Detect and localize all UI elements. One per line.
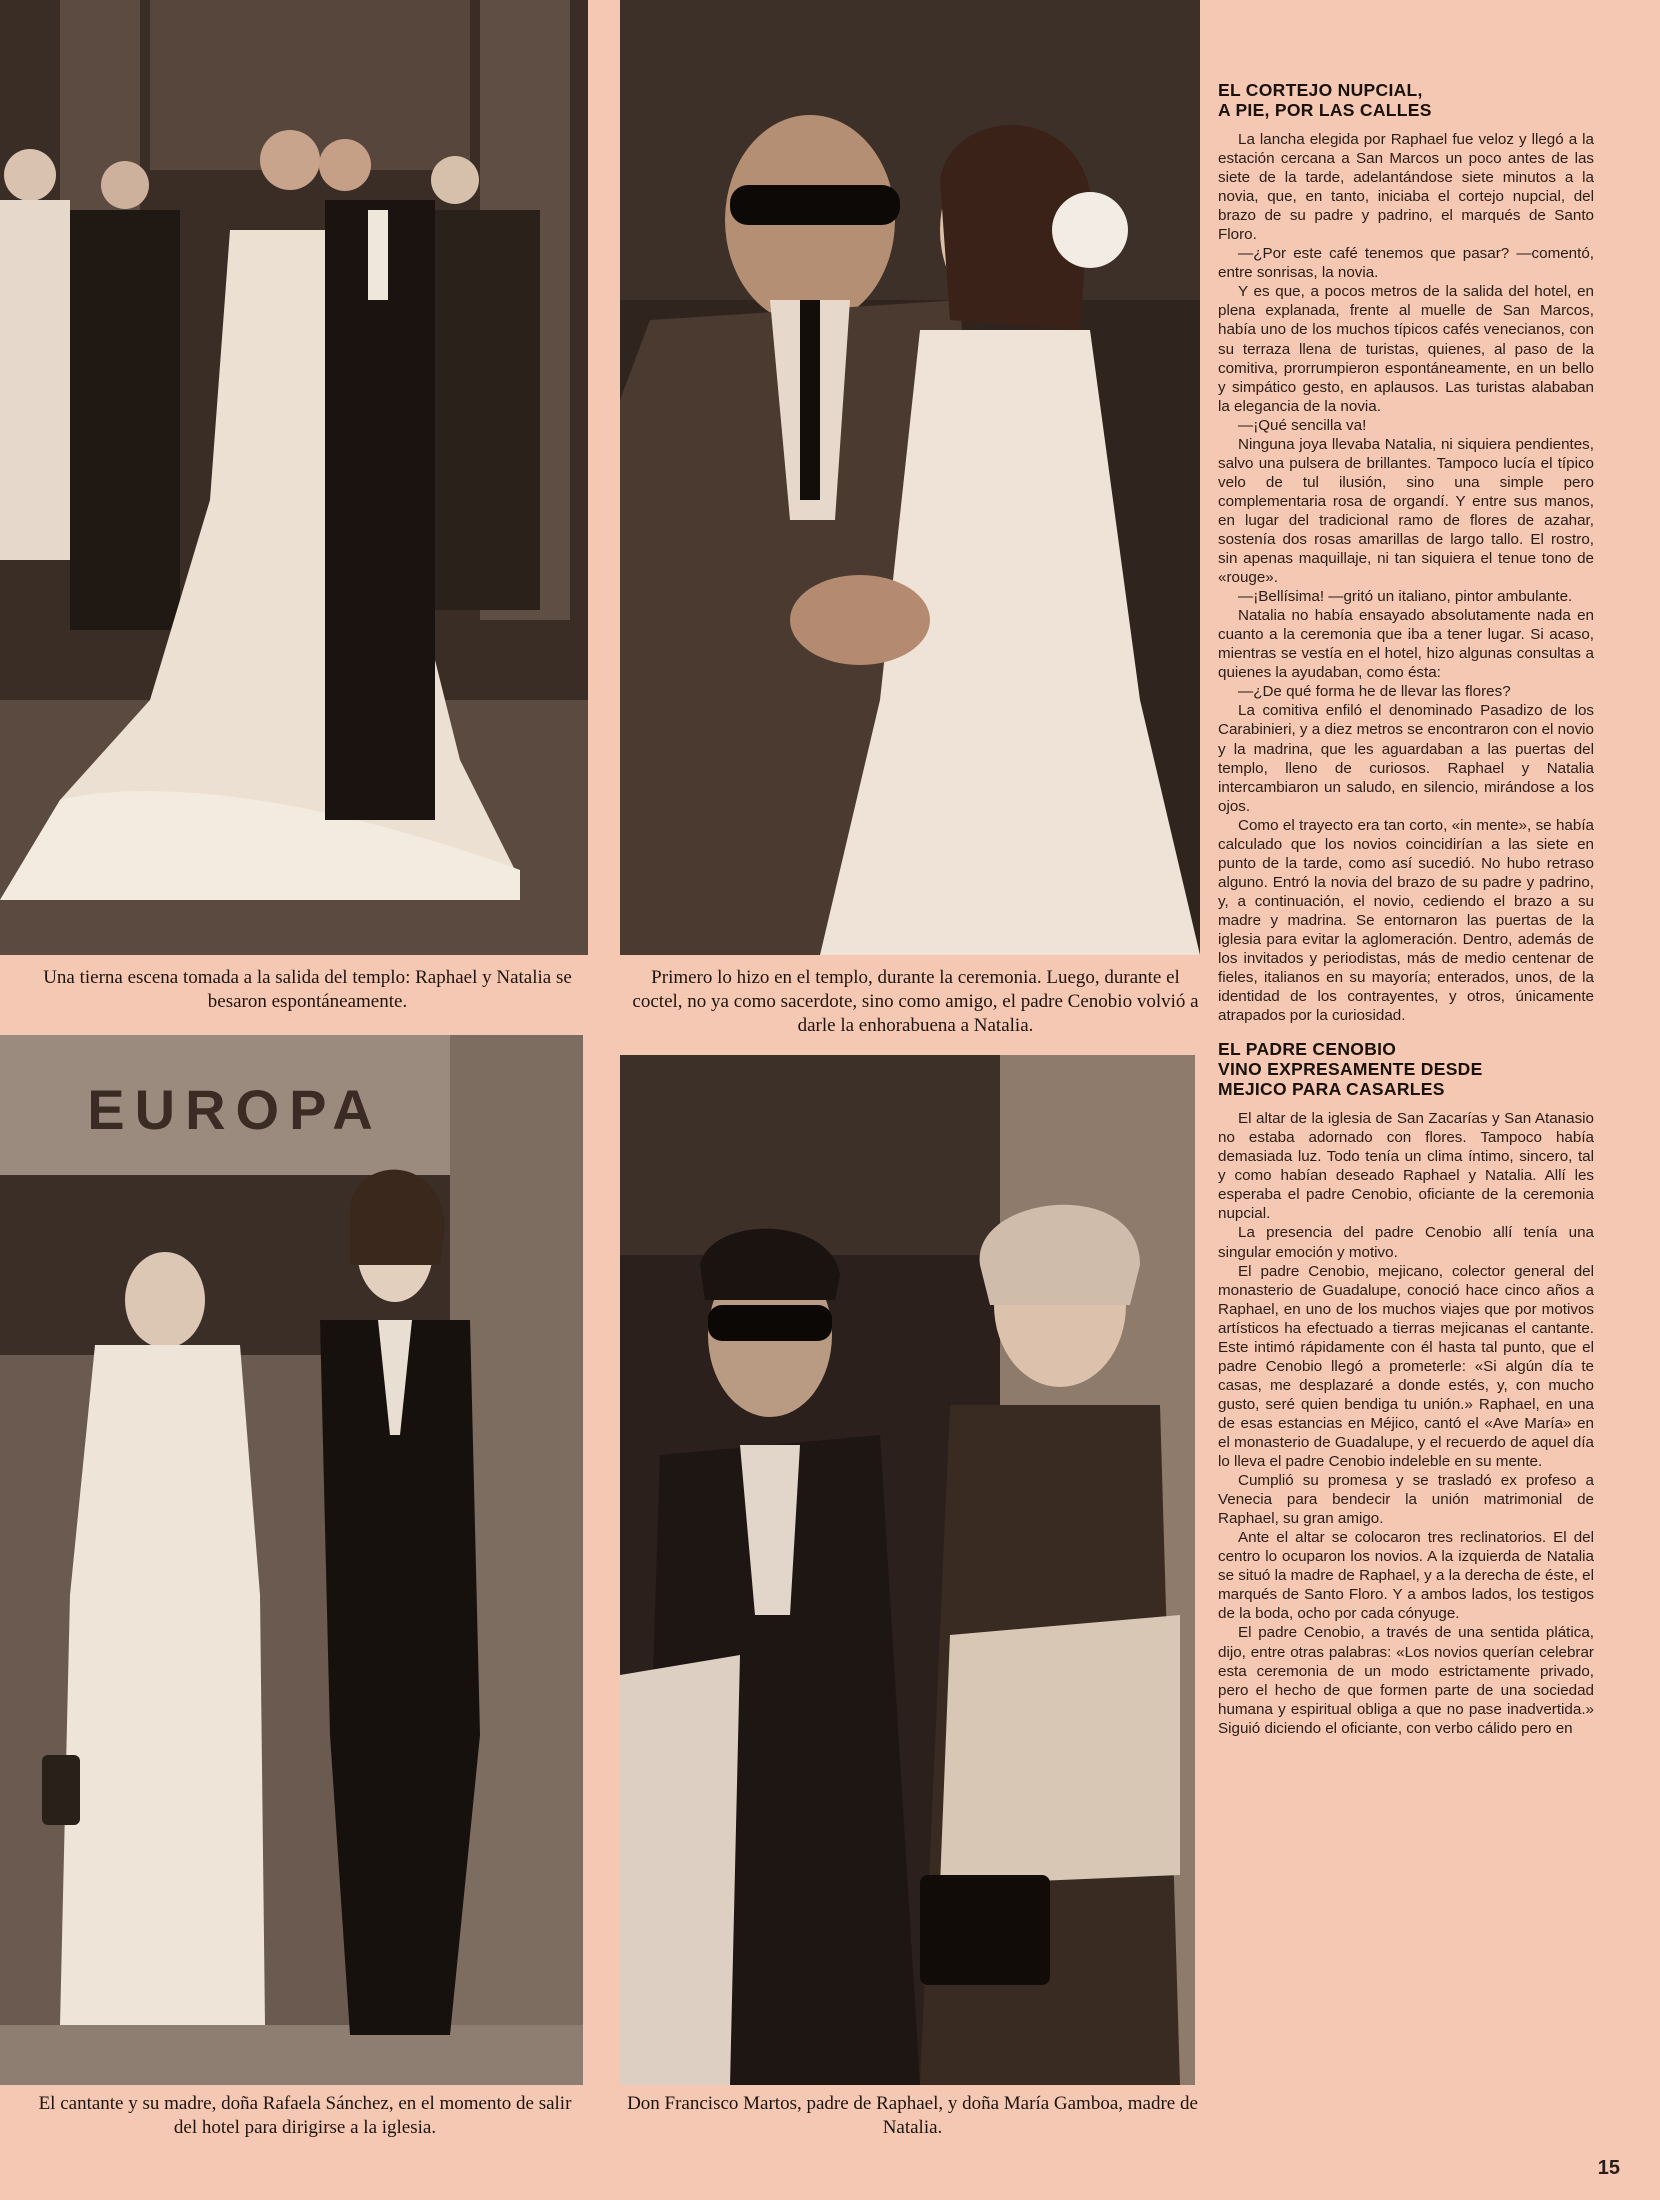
paragraph: —¿De qué forma he de llevar las flores? bbox=[1238, 683, 1511, 701]
caption-bottom-left: El cantante y su madre, doña Rafaela Sánchez, en el momento de salir del hotel para dirigirse a la iglesia. bbox=[38, 2093, 572, 2138]
photo-singer-and-mother-hotel bbox=[0, 1035, 583, 2085]
paragraph: —¡Bellísima! —gritó un italiano, pintor ambulante. bbox=[1238, 588, 1573, 606]
paragraph: La presencia del padre Cenobio allí tenía una singular emoción y motivo. bbox=[1218, 1224, 1594, 1261]
paragraph: El padre Cenobio, a través de una sentida plática, dijo, entre otras palabras: «Los novios querían celebrar esta ceremonia de un modo estrictamente privado, pero el hecho de que formen parte de una sociedad humana y espiritual obliga a que no pase inadvertida.» Siguió diciendo el oficiante, con verbo cálido pero en bbox=[1218, 1624, 1594, 1737]
paragraph: Natalia no había ensayado absolutamente nada en cuanto a la ceremonia que iba a tener lugar. Si acaso, mientras se vestía en el hotel, hizo algunas consultas a quienes la ayudaban, como ésta: bbox=[1218, 607, 1594, 682]
paragraph: El altar de la iglesia de San Zacarías y San Atanasio no estaba adornado con flores. Tampoco había demasiada luz. Todo tenía un clima íntimo, sincero, tal y como habían deseado Raphael y Natalia. Allí les esperaba el padre Cenobio, oficiante de la ceremonia nupcial. bbox=[1218, 1110, 1594, 1223]
section1-heading-line2: A PIE, POR LAS CALLES bbox=[1218, 100, 1432, 120]
section1-heading bbox=[1218, 80, 1594, 120]
caption-top-right: Primero lo hizo en el templo, durante la ceremonia. Luego, durante el coctel, no ya como sacerdote, sino como amigo, el padre Cenobio volvió a darle la enhorabuena a Natalia. bbox=[632, 967, 1199, 1036]
paragraph: Y es que, a pocos metros de la salida del hotel, en plena explanada, frente al muelle de San Marcos, había uno de los muchos típicos cafés venecianos, con su terraza llena de turistas, quienes, al paso de la comitiva, prorrumpieron espontáneamente, en un bello y simpático gesto, en aplausos. Las turistas alababan la elegancia de la novia. bbox=[1218, 283, 1594, 415]
section2-heading-line2: VINO EXPRESAMENTE DESDE bbox=[1218, 1059, 1483, 1080]
page-number: 15 bbox=[1597, 2157, 1620, 2179]
section2-heading-line3: MEJICO PARA CASARLES bbox=[1218, 1079, 1445, 1100]
caption-bottom-right: Don Francisco Martos, padre de Raphael, y doña María Gamboa, madre de Natalia. bbox=[627, 2093, 1198, 2138]
photo-parents-of-couple bbox=[620, 1055, 1195, 2085]
section2-heading bbox=[1218, 1039, 1594, 1099]
paragraph: —¡Qué sencilla va! bbox=[1238, 416, 1367, 434]
paragraph: Cumplió su promesa y se trasladó ex profeso a Venecia para bendecir la unión matrimonial de Raphael, su gran amigo. bbox=[1218, 1472, 1594, 1528]
article-column bbox=[1218, 80, 1594, 2180]
section-gap bbox=[1218, 1025, 1594, 1039]
paragraph: Como el trayecto era tan corto, «in mente», se había calculado que los novios coincidirían a las siete en punto de la tarde, como así sucedió. No hubo retraso alguno. Entró la novia del brazo de su padre y padrino, y, a continuación, el novio, cediendo el brazo a su madre y madrina. Se entornaron las puertas de la iglesia para evitar la aglomeración. Dentro, además de los invitados y periodistas, más de medio centenar de fieles, italianos en su mayoría; enterados, unos, de la identidad de los contrayentes, y otros, únicamente atrapados por la curiosidad. bbox=[1218, 816, 1594, 1025]
section1-heading-line1: EL CORTEJO NUPCIAL, bbox=[1218, 80, 1423, 100]
section2-heading-line1: EL PADRE CENOBIO bbox=[1218, 1039, 1397, 1060]
paragraph: —¿Por este café tenemos que pasar? —comentó, entre sonrisas, la novia. bbox=[1218, 245, 1594, 282]
paragraph: Ninguna joya llevaba Natalia, ni siquiera pendientes, salvo una pulsera de brillantes. Tampoco lucía el típico velo de tul ilusión, sino una simple pero complementaria rosa de organdí. Y entre sus manos, en lugar del tradicional ramo de flores de azahar, sostenía dos rosas amarillas de largo tallo. El rostro, sin apenas maquillaje, ni tan siquiera el tenue tono de «rouge». bbox=[1218, 435, 1594, 587]
paragraph: La comitiva enfiló el denominado Pasadizo de los Carabinieri, y a diez metros se encontraron con el novio y la madrina, que les aguardaban a las puertas del templo, lleno de curiosos. Raphael y Natalia intercambiaron un saludo, en silencio, mirándose a los ojos. bbox=[1218, 702, 1594, 815]
paragraph: La lancha elegida por Raphael fue veloz y llegó a la estación cercana a San Marcos un poco antes de las siete de la tarde, adelantándose siete minutos a la novia, que, en tanto, iniciaba el cortejo nupcial, del brazo de su padre y padrino, el marqués de Santo Floro. bbox=[1218, 131, 1594, 244]
paragraph: Ante el altar se colocaron tres reclinatorios. El del centro lo ocuparon los novios. A la izquierda de Natalia se situó la madre de Raphael, y a la derecha de éste, el marqués de Santo Floro. Y a ambos lados, los testigos de la boda, ocho por cada cónyuge. bbox=[1218, 1529, 1594, 1623]
hotel-sign-europa: EUROPA bbox=[87, 1078, 383, 1141]
photo-couple-leaving-church bbox=[0, 0, 588, 955]
paragraph: El padre Cenobio, mejicano, colector general del monasterio de Guadalupe, conoció hace cinco años a Raphael, en uno de los muchos viajes que por motivos artísticos ha efectuado a tierras mejicanas el cantante. Este intimó rápidamente con él hasta tal punto, que el padre Cenobio llegó a prometerle: «Si algún día te casas, me desplazaré a donde estés, y, con mucho gusto, seré quien bendiga tu unión.» Raphael, en una de esas estancias en Méjico, cantó el «Ave María» en el monasterio de Guadalupe, y el recuerdo de aquel día lo lleva el padre Cenobio indeleble en su mente. bbox=[1218, 1262, 1594, 1471]
caption-top-left: Una tierna escena tomada a la salida del templo: Raphael y Natalia se besaron espontáneamente. bbox=[43, 967, 572, 1012]
photo-padre-cenobio-and-bride bbox=[620, 0, 1200, 955]
